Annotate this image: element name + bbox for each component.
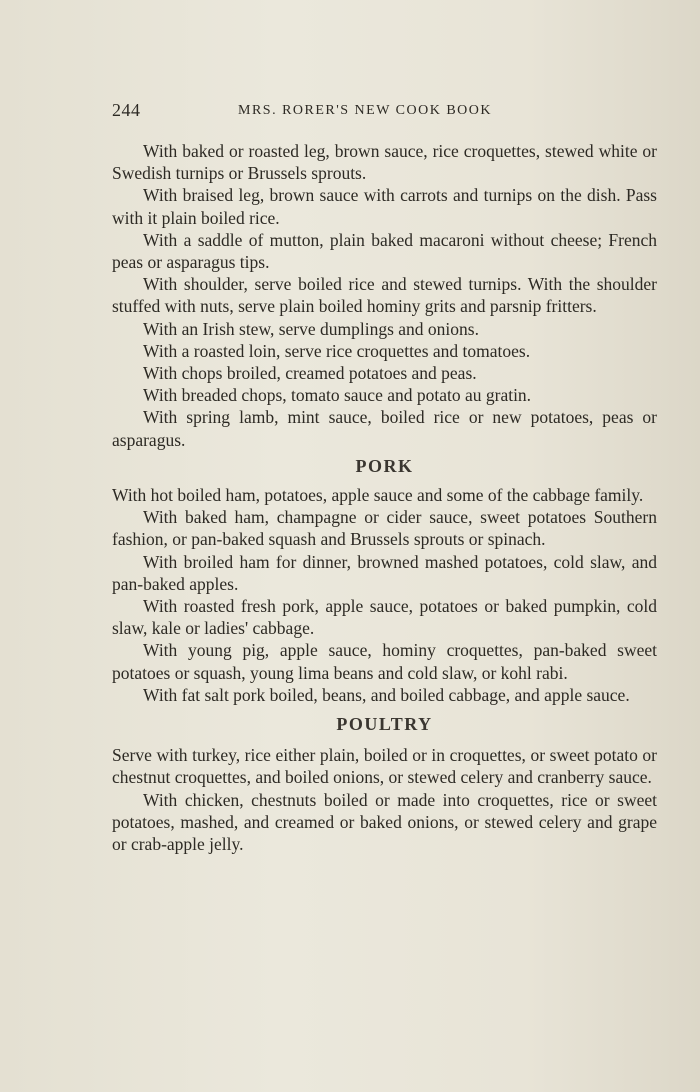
section-heading-pork: PORK — [355, 455, 414, 476]
paragraph: With an Irish stew, serve dumplings and onions. — [143, 318, 479, 339]
paragraph: With broiled ham for dinner, browned mashed potatoes, cold slaw, and pan-baked apples. — [112, 551, 657, 594]
paragraph: With braised leg, brown sauce with carrots and turnips on the dish. Pass with it plain boiled rice. — [112, 185, 657, 228]
paragraph: With chops broiled, creamed potatoes and peas. — [143, 363, 477, 384]
paragraph: With young pig, apple sauce, hominy croquettes, pan-baked sweet potatoes or squash, young lima beans and cold slaw, or kohl rabi. — [112, 640, 657, 683]
section-heading-poultry: POULTRY — [336, 714, 433, 735]
paragraph: With breaded chops, tomato sauce and potato au gratin. — [143, 385, 532, 406]
running-head: MRS. RORER'S NEW COOK BOOK — [238, 103, 493, 118]
paragraph: With chicken, chestnuts boiled or made into croquettes, rice or sweet potatoes, mashed, and creamed or baked onions, or stewed celery and grape or crab-apple jelly. — [112, 789, 657, 855]
page-number: 244 — [112, 100, 141, 120]
paragraph: With spring lamb, mint sauce, boiled rice or new potatoes, peas or asparagus. — [112, 407, 657, 450]
paragraph: With a roasted loin, serve rice croquettes and tomatoes. — [143, 340, 531, 361]
paragraph: With roasted fresh pork, apple sauce, potatoes or baked pumpkin, cold slaw, kale or ladies' cabbage. — [112, 596, 657, 639]
page-header — [112, 100, 657, 124]
paragraph: With shoulder, serve boiled rice and stewed turnips. With the shoulder stuffed with nuts, serve plain boiled hominy grits and parsnip fritters. — [112, 274, 657, 317]
paragraph: With hot boiled ham, potatoes, apple sauce and some of the cabbage family. — [112, 485, 644, 506]
paragraph: Serve with turkey, rice either plain, boiled or in croquettes, or sweet potato or chestnut croquettes, and boiled onions, or stewed celery and cranberry sauce. — [112, 745, 657, 788]
paragraph: With baked ham, champagne or cider sauce, sweet potatoes Southern fashion, or pan-baked squash and Brussels sprouts or spinach. — [112, 507, 657, 550]
paragraph: With baked or roasted leg, brown sauce, rice croquettes, stewed white or Swedish turnips or Brussels sprouts. — [112, 141, 657, 184]
paragraph: With a saddle of mutton, plain baked macaroni without cheese; French peas or asparagus tips. — [112, 229, 657, 273]
paragraph: With fat salt pork boiled, beans, and boiled cabbage, and apple sauce. — [143, 684, 630, 705]
page-body — [112, 140, 657, 855]
